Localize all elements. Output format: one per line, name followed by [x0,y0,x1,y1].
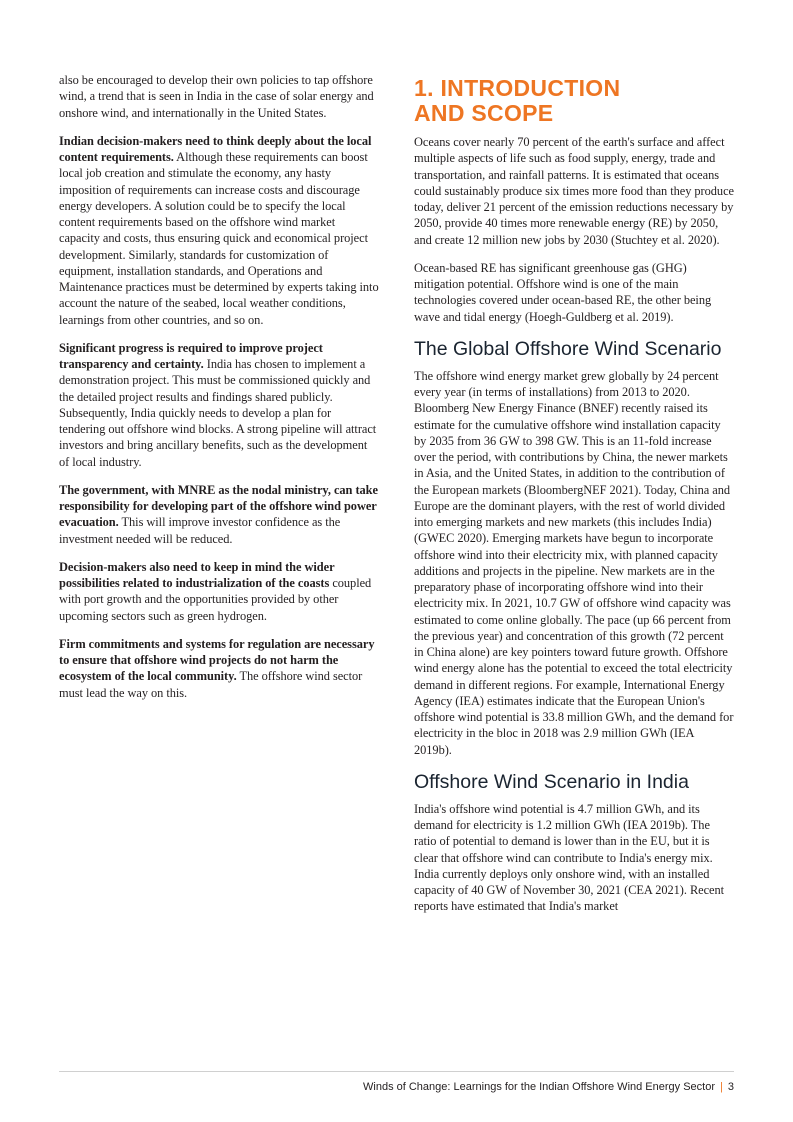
page-number: 3 [727,1081,734,1093]
left-paragraph-6-lead: Firm commitments and systems for regulation are necessary to ensure that offshore wind projects do not harm the ecosystem of the local community. [59,636,375,684]
heading-india-offshore-wind: Offshore Wind Scenario in India [414,770,689,793]
left-paragraph-3 [59,340,379,470]
section-title [414,76,734,126]
footer-separator: | [720,1081,723,1093]
intro-paragraph-1: Oceans cover nearly 70 percent of the earth's surface and affect multiple aspects of life such as food supply, energy, trade and transportation, and rainfall patterns. It is estimated that oceans could sustainably produce six times more food than they produce today, deliver 21 percent of the emission reductions necessary by 2050, provide 40 times more renewable energy (RE) by 2050, and create 12 million new jobs by 2030 (Stuchtey et al. 2020). [414,135,734,247]
left-paragraph-5-body: coupled with port growth and the opportunities provided by other upcoming sectors such as green hydrogen. [59,576,372,623]
left-paragraph-2 [59,133,379,328]
left-paragraph-1: also be encouraged to develop their own policies to tap offshore wind, a trend that is seen in India in the case of solar energy and onshore wind, and internationally in the United States. [59,73,374,120]
left-paragraph-4-lead: The government, with MNRE as the nodal ministry, can take responsibility for developing part of the offshore wind power evacuation. [59,482,378,530]
heading-global-offshore-wind: The Global Offshore Wind Scenario [414,337,722,360]
left-paragraph-6 [59,636,379,701]
left-paragraph-2-lead: Indian decision-makers need to think deeply about the local content requirements. [59,133,372,164]
left-paragraph-2-body: Although these requirements can boost local job creation and stimulate the economy, any hasty imposition of requirements can increase costs and discourage energy developers. A solution could be to specify the local content requirements based on the offshore wind market capacity and costs, thus ensuring quick and economical project development. Similarly, standards for customization of equipment, installation standards, and Operations and Maintenance practices must be determined by experts taking into account the nature of the seabed, local weather conditions, learnings from other countries, and so on. [59,150,379,327]
left-column [59,72,379,713]
india-scenario-paragraph: India's offshore wind potential is 4.7 million GWh, and its demand for electricity is 1.2 million GWh (IEA 2019b). The ratio of potential to demand is lower than in the EU, but it is clear that offshore wind can contribute to India's energy mix. India currently deploys only onshore wind, with an installed capacity of 40 GW of November 30, 2021 (CEA 2021). Recent reports have estimated that India's market [414,801,725,914]
intro-paragraph-2: Ocean-based RE has significant greenhouse gas (GHG) mitigation potential. Offshore wind is one of the main technologies covered under ocean-based RE, the other being wave and tidal energy (Hoegh-Guldberg et al. 2019). [414,260,712,324]
left-paragraph-5 [59,559,379,624]
left-paragraph-3-body: India has chosen to implement a demonstration project. This must be commissioned quickly and the detailed project results and findings shared publicly. Subsequently, India quickly needs to develop a plan for tendering out offshore wind blocks. A strong pipeline will attract investors and bring ancillary benefits, such as the development of local industry. [59,357,377,469]
right-column [414,76,734,927]
left-paragraph-5-lead: Decision-makers also need to keep in mind the wider possibilities related to industrialization of the coasts [59,559,335,590]
global-scenario-paragraph: The offshore wind energy market grew globally by 24 percent every year (in terms of installations) from 2013 to 2020. Bloomberg New Energy Finance (BNEF) recently raised its estimate for the cumulative offshore wind installation capacity by 2035 from 36 GW to 398 GW. This is an 11-fold increase over the period, with contributions by China, the newer markets in Asia, and the United States, in addition to the contribution of the European markets (BloombergNEF 2021). Today, China and Europe are the dominant players, with the rest of world divided into emerging markets and new markets (this includes India) (GWEC 2020). Emerging markets have begun to incorporate offshore wind into their electricity mix, with planned capacity additions and projects in the pipeline. New markets are in the preparatory phase of incorporating offshore wind into their electricity mix. In 2021, 10.7 GW of offshore wind capacity was estimated to come online globally. The pace (up 66 percent from the previous year) and concentration of this growth (72 percent in China alone) are key pointers toward future growth. Offshore wind energy alone has the potential to exceed the total electricity demand in different regions. For example, International Energy Agency (IEA) estimates indicate that the European Union's offshore wind potential is 33.8 million GWh, and the demand for electricity in the bloc in 2018 was 2.9 million GWh (IEA 2019b). [414,368,734,757]
footer-report-title: Winds of Change: Learnings for the Indian Offshore Wind Energy Sector [363,1081,716,1093]
page-footer [363,1080,734,1094]
left-paragraph-4 [59,482,379,547]
section-title-line-1: 1. INTRODUCTION [414,75,621,101]
footer-divider [59,1071,734,1072]
section-title-line-2: AND SCOPE [414,100,554,126]
left-paragraph-6-body: The offshore wind sector must lead the way on this. [59,669,363,700]
left-paragraph-4-body: This will improve investor confidence as the investment needed will be reduced. [59,515,341,546]
left-paragraph-3-lead: Significant progress is required to improve project transparency and certainty. [59,340,323,371]
